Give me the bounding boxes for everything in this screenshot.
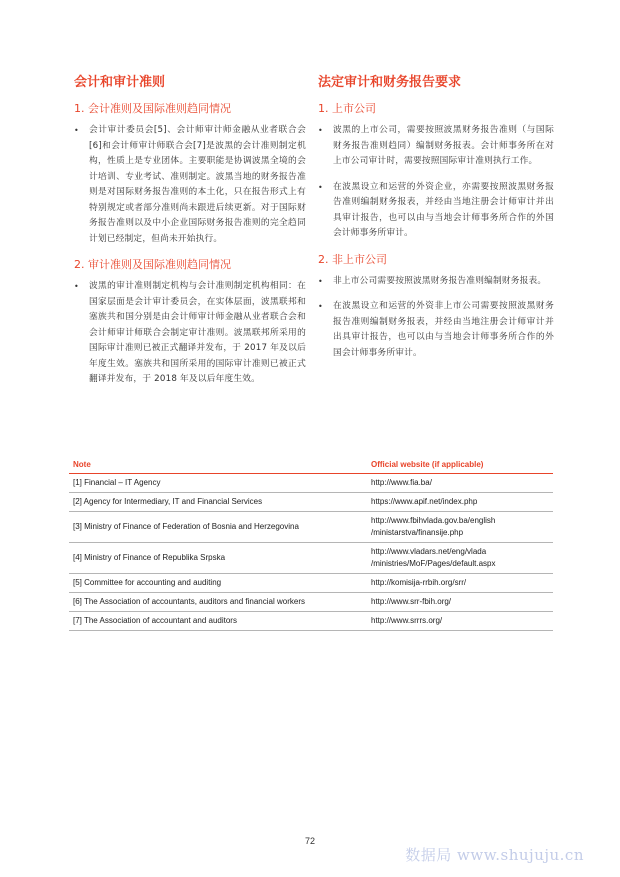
section-title: 法定审计和财务报告要求 [318, 75, 462, 90]
website-link[interactable]: https://www.apif.net/index.php [367, 493, 553, 512]
left-column [74, 74, 306, 398]
bullet-icon: • [318, 182, 323, 192]
list-item [318, 274, 554, 290]
table-row [69, 593, 553, 612]
bullet-icon: • [74, 126, 79, 135]
table-row [69, 612, 553, 631]
bullet-list [318, 123, 554, 242]
subsection-heading: 2. 审计准则及国际准则趋同情况 [74, 258, 231, 271]
bullet-list [74, 279, 306, 388]
table-row [69, 493, 553, 512]
table-row [69, 474, 553, 493]
bullet-list [74, 123, 306, 247]
bullet-icon: • [318, 276, 323, 286]
table-row [69, 543, 553, 574]
bullet-icon: • [318, 302, 323, 311]
right-column [318, 74, 554, 371]
paragraph: 非上市公司需要按照波黑财务报告准则编制财务报表。 [333, 275, 547, 286]
page-number: 72 [304, 836, 315, 846]
table-header-row [69, 457, 553, 474]
paragraph: 在波黑设立和运营的外资企业，亦需要按照波黑财务报告准则编制财务报表，并经由当地注册会计师审计并出具审计报告，也可以由与当地会计师事务所合作的外国会计师事务所审计。 [333, 181, 554, 238]
header-website: Official website (if applicable) [367, 457, 553, 474]
website-link[interactable]: http://www.fbihvlada.gov.ba/english /ministarstva/finansije.php [367, 512, 553, 543]
subsection-heading: 2. 非上市公司 [318, 252, 387, 266]
note-cell: [1] Financial – IT Agency [69, 474, 367, 493]
header-note: Note [69, 457, 367, 474]
website-link[interactable]: http://www.srr-fbih.org/ [367, 593, 553, 612]
paragraph: 波黑的上市公司，需要按照波黑财务报告准则（与国际财务报告准则趋同）编制财务报表。会计师事务所在对上市公司审计时，需要按照国际审计准则执行工作。 [333, 125, 554, 166]
note-cell: [7] The Association of accountant and auditors [69, 612, 367, 631]
paragraph: 波黑的审计准则制定机构与会计准则制定机构相同：在国家层面是会计审计委员会，在实体层面，波黑联邦和塞族共和国分别是由会计师审计师金融从业者联合会和会计师审计师联合会制定审计准则。波黑联邦所采用的国际审计准则已被正式翻译并发布，于 2017 年及以后年度生效。塞族共和国所采用的国际审计准则已被正式翻译并发布，于 2018 年及以后年度生效。 [89, 281, 306, 384]
list-item [318, 180, 554, 242]
note-cell: [3] Ministry of Finance of Federation of Bosnia and Herzegovina [69, 512, 367, 543]
subsection-heading: 1. 上市公司 [318, 102, 376, 115]
note-cell: [5] Committee for accounting and auditing [69, 574, 367, 593]
subsection-heading: 1. 会计准则及国际准则趋同情况 [74, 102, 231, 115]
note-cell: [4] Ministry of Finance of Republika Srpska [69, 543, 367, 574]
list-item [318, 299, 554, 361]
website-link[interactable]: http://komisija-rrbih.org/srr/ [367, 574, 553, 593]
paragraph: 在波黑设立和运营的外资非上市公司需要按照波黑财务报告准则编制财务报表，并经由当地注册会计师审计并出具审计报告，也可以由与当地会计师事务所合作的外国会计师事务所审计。 [333, 301, 554, 358]
website-link[interactable]: http://www.srrrs.org/ [367, 612, 553, 631]
list-item [74, 279, 306, 388]
watermark: 数据局 www.shujuju.cn [405, 846, 584, 864]
note-cell: [2] Agency for Intermediary, IT and Financial Services [69, 493, 367, 512]
paragraph: 会计审计委员会[5]、会计师审计师金融从业者联合会[6]和会计师审计师联合会[7]是波黑的会计准则制定机构，性质上是专业团体。主要职能是协调波黑全境的会计培训、专业考试、准则制定。波黑当地的财务报告准则是对国际财务报告准则的本土化，只在报告形式上有特别规定或者部分准则尚未跟进后续更新。对于国际财务报告准则以及中小企业国际财务报告准则的完全趋同计划已经制定，但尚未开始执行。 [89, 125, 306, 244]
website-link[interactable]: http://www.fia.ba/ [367, 474, 553, 493]
list-item [318, 123, 554, 170]
table-row [69, 574, 553, 593]
bullet-icon: • [74, 282, 79, 291]
notes-table [69, 457, 553, 631]
section-title: 会计和审计准则 [74, 75, 166, 90]
bullet-list [318, 274, 554, 362]
note-cell: [6] The Association of accountants, auditors and financial workers [69, 593, 367, 612]
website-link[interactable]: http://www.vladars.net/eng/vlada /ministries/MoF/Pages/default.aspx [367, 543, 553, 574]
table-row [69, 512, 553, 543]
list-item [74, 123, 306, 247]
bullet-icon: • [318, 126, 323, 135]
